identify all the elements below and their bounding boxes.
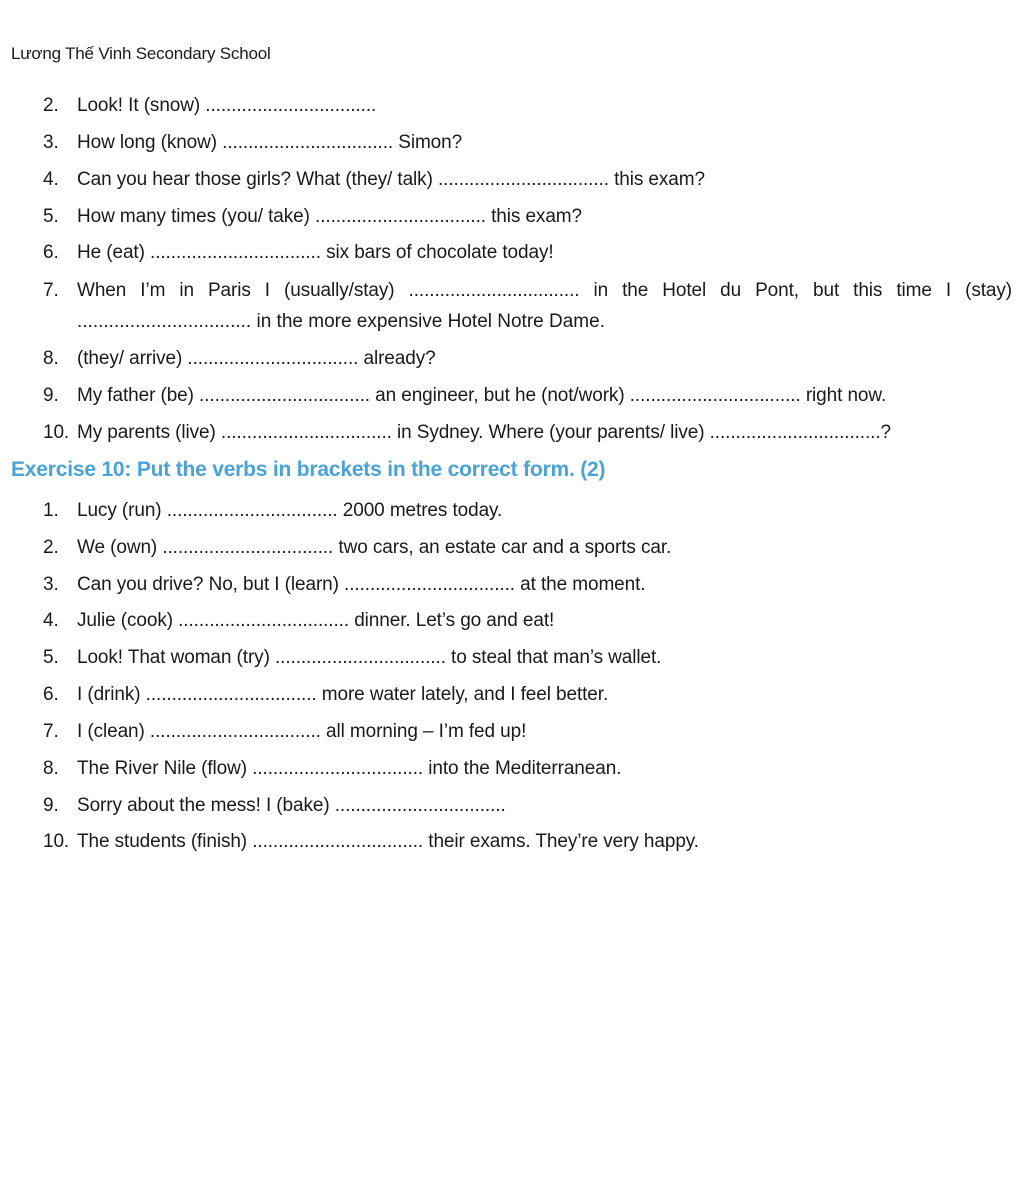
- item-text: Look! That woman (try) ................................. to steal that man’s wallet.: [77, 647, 662, 668]
- item-number: 4.: [43, 169, 59, 190]
- item-text: (they/ arrive) ................................. already?: [77, 348, 436, 369]
- item-number: 3.: [43, 574, 59, 595]
- item-number: 9.: [43, 795, 59, 816]
- item-number: 5.: [43, 647, 59, 668]
- item-number: 7.: [43, 280, 59, 301]
- item-text: How many times (you/ take) ................................. this exam?: [77, 206, 582, 227]
- item-text: How long (know) ................................. Simon?: [77, 132, 463, 153]
- item-text: He (eat) ................................. six bars of chocolate today!: [77, 242, 554, 263]
- item-number: 1.: [43, 500, 59, 521]
- school-header: Lương Thế Vinh Secondary School: [11, 44, 271, 63]
- item-number: 4.: [43, 610, 59, 631]
- item-number: 2.: [43, 95, 59, 116]
- item-number: 8.: [43, 758, 59, 779]
- item-text: We (own) ................................. two cars, an estate car and a sports car.: [77, 537, 672, 558]
- item-text: Can you hear those girls? What (they/ talk) ................................. this exam?: [77, 169, 705, 190]
- item-text: When I’m in Paris I (usually/stay) ................................. in the Hotel du Pont, but this time I (stay): [77, 280, 1012, 301]
- exercise-10-heading: Exercise 10: Put the verbs in brackets in the correct form. (2): [11, 458, 606, 481]
- item-number: 5.: [43, 206, 59, 227]
- item-number: 8.: [43, 348, 59, 369]
- item-text: My father (be) ................................. an engineer, but he (not/work) ................................. right now.: [77, 385, 887, 406]
- item-number: 10.: [43, 831, 70, 852]
- item-text: Look! It (snow) .................................: [77, 95, 377, 116]
- item-text: I (drink) ................................. more water lately, and I feel better.: [77, 684, 609, 705]
- item-number: 9.: [43, 385, 59, 406]
- item-number: 2.: [43, 537, 59, 558]
- item-number: 6.: [43, 684, 59, 705]
- item-text: The students (finish) ................................. their exams. They’re very happy.: [77, 831, 699, 852]
- item-number: 7.: [43, 721, 59, 742]
- item-text: Sorry about the mess! I (bake) .................................: [77, 795, 506, 816]
- item-number: 3.: [43, 132, 59, 153]
- item-text: The River Nile (flow) ................................. into the Mediterranean.: [77, 758, 622, 779]
- item-text: I (clean) ................................. all morning – I’m fed up!: [77, 721, 527, 742]
- item-number: 10.: [43, 422, 70, 443]
- item-continuation: ................................. in the more expensive Hotel Notre Dame.: [77, 311, 605, 332]
- item-text: Can you drive? No, but I (learn) ................................. at the moment.: [77, 574, 646, 595]
- item-number: 6.: [43, 242, 59, 263]
- item-text: Lucy (run) ................................. 2000 metres today.: [77, 500, 503, 521]
- item-text: My parents (live) ................................. in Sydney. Where (your parents/ live) .................................?: [77, 422, 891, 443]
- item-text: Julie (cook) ................................. dinner. Let’s go and eat!: [77, 610, 555, 631]
